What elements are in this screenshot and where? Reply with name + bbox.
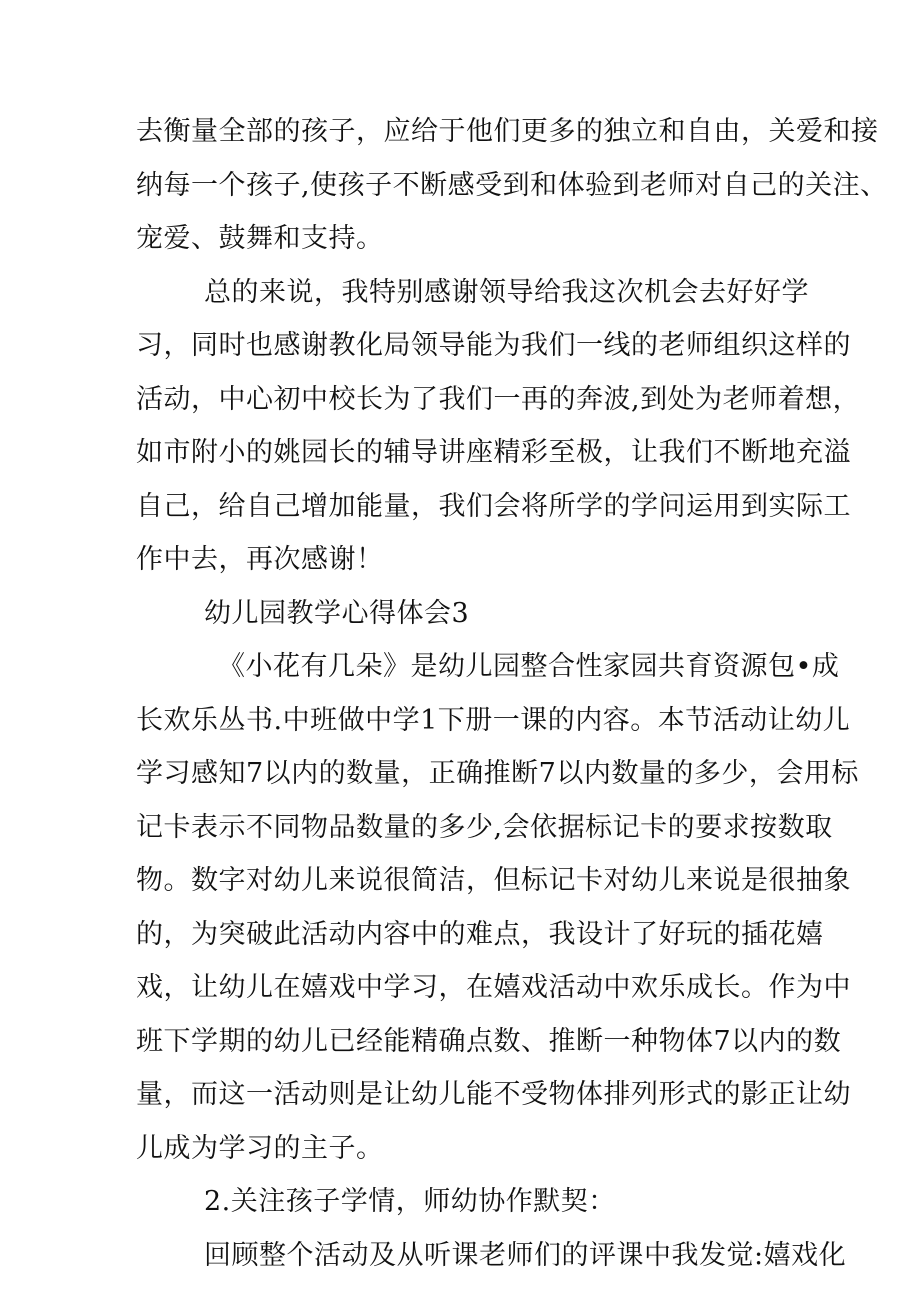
- text-line: 班下学期的幼儿已经能精确点数、推断一种物体7以内的数: [136, 1026, 842, 1057]
- text-line: 活动，中心初中校长为了我们一再的奔波,到处为老师着想，: [136, 384, 861, 415]
- text-line: 学习感知7以内的数量，正确推断7以内数量的多少，会用标: [136, 758, 859, 789]
- text-line: 宠爱、鼓舞和支持。: [136, 223, 384, 254]
- text-line: 《小花有几朵》是幼儿园整合性家园共育资源包•成: [218, 651, 840, 682]
- text-line: 去衡量全部的孩子，应给于他们更多的独立和自由，关爱和接: [136, 116, 879, 147]
- text-line: 的，为突破此活动内容中的难点，我设计了好玩的插花嬉: [136, 919, 824, 950]
- text-line: 总的来说，我特别感谢领导给我这次机会去好好学: [204, 277, 809, 308]
- text-line: 量，而这一活动则是让幼儿能不受物体排列形式的影正让幼: [136, 1079, 851, 1110]
- text-line: 如市附小的姚园长的辅导讲座精彩至极，让我们不断地充溢: [136, 437, 851, 468]
- section-heading: 幼儿园教学心得体会3: [204, 598, 470, 629]
- text-line: 习，同时也感谢教化局领导能为我们一线的老师组织这样的: [136, 330, 851, 361]
- text-line: 作中去，再次感谢！: [136, 544, 384, 575]
- text-line: 长欢乐丛书.中班做中学1下册一课的内容。本节活动让幼儿: [136, 705, 851, 736]
- text-line: 戏，让幼儿在嬉戏中学习，在嬉戏活动中欢乐成长。作为中: [136, 972, 851, 1003]
- text-line: 2.关注孩子学情，师幼协作默契：: [204, 1186, 616, 1217]
- text-line: 记卡表示不同物品数量的多少,会依据标记卡的要求按数取: [136, 812, 833, 843]
- text-line: 纳每一个孩子,使孩子不断感受到和体验到老师对自己的关注、: [136, 170, 888, 201]
- text-line: 回顾整个活动及从听课老师们的评课中我发觉:嬉戏化: [204, 1240, 847, 1271]
- text-line: 物。数字对幼儿来说很简洁，但标记卡对幼儿来说是很抽象: [136, 865, 851, 896]
- text-line: 儿成为学习的主子。: [136, 1133, 384, 1164]
- text-line: 自己，给自己增加能量，我们会将所学的学问运用到实际工: [136, 491, 851, 522]
